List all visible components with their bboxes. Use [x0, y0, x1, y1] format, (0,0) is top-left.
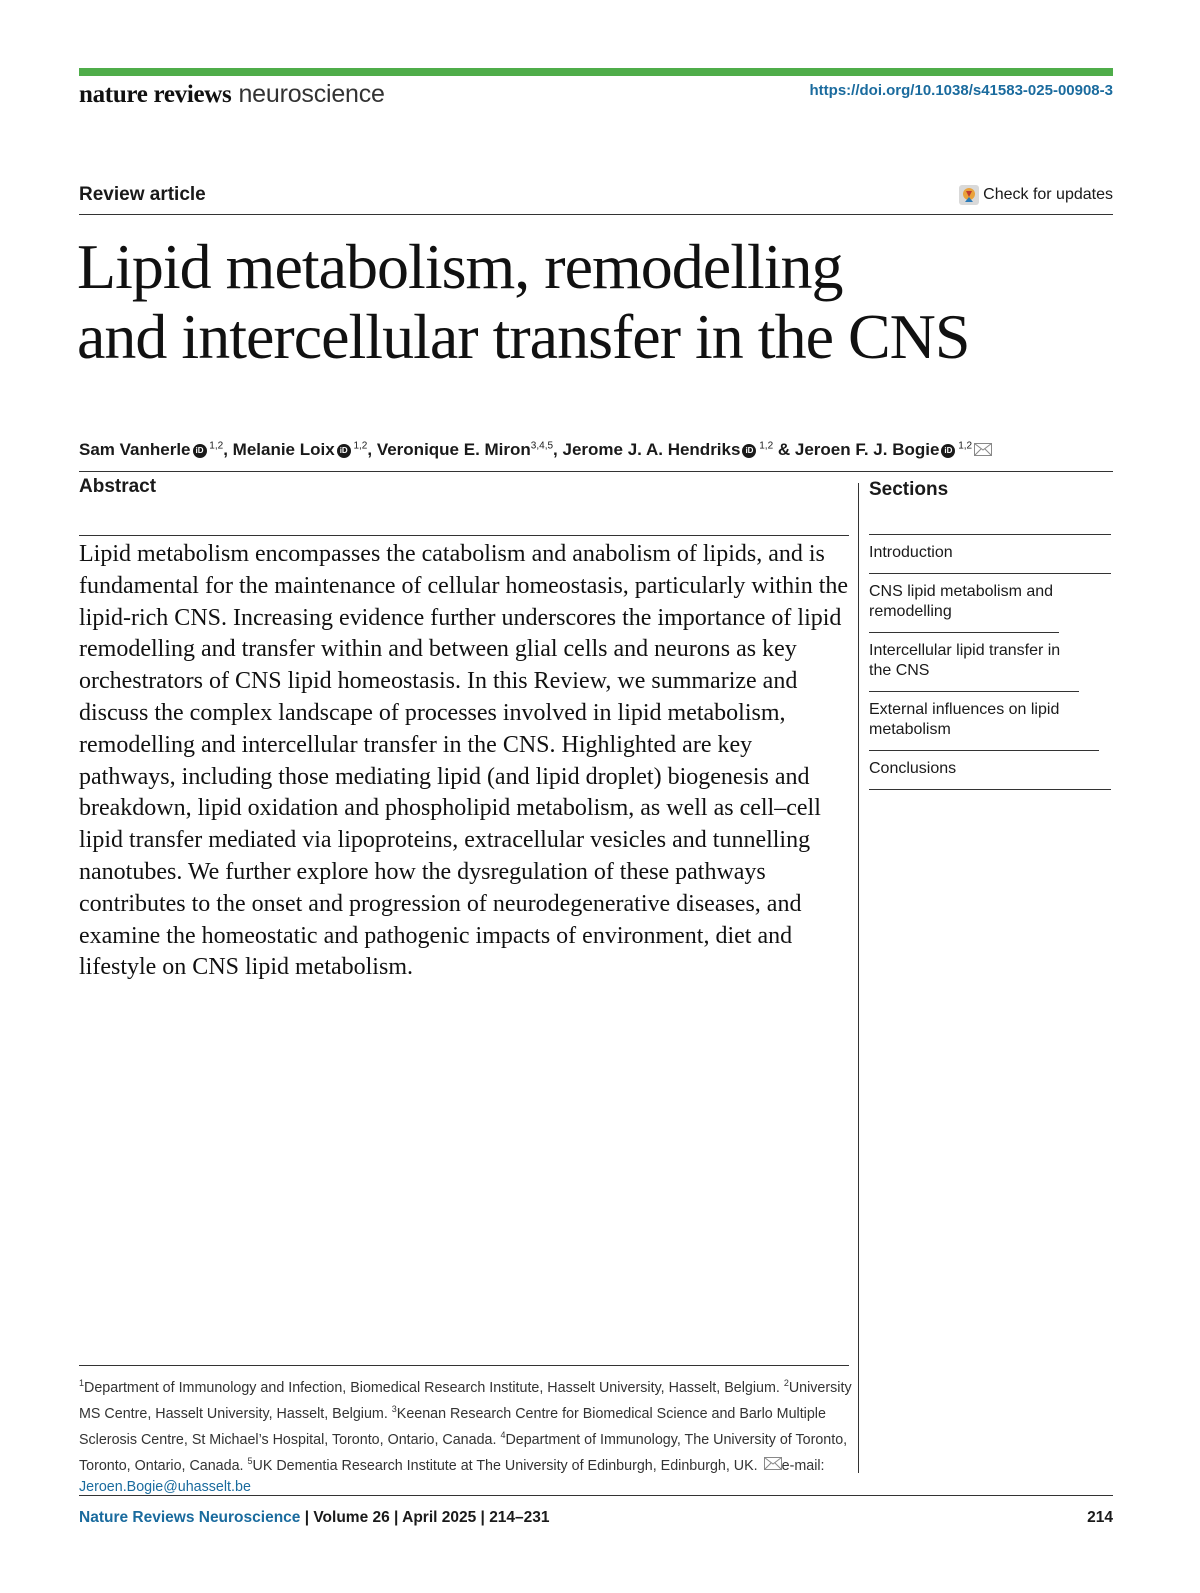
author-list: Sam Vanherle iD $^{1,2}$, Melanie Loix iD $^{1,2}$, Veronique E. Miron$^{3,4,5}$, Jerome J. A. Hendriks iD $^{1,2}$ & Jeroen F. J. Bogie iD $^{1,2}$ — [79, 440, 1119, 461]
logo-light: neuroscience — [238, 80, 385, 108]
sections-nav — [869, 478, 1111, 790]
title-line-2: and intercellular transfer in the CNS — [77, 301, 970, 372]
author-affiliation-ref: 3,4,5 — [530, 440, 554, 452]
affiliation-number: 2 — [783, 1378, 789, 1388]
orcid-icon[interactable]: iD — [337, 444, 351, 458]
divider — [79, 1365, 849, 1366]
crossmark-icon — [959, 185, 979, 205]
divider — [79, 535, 849, 536]
journal-logo — [79, 78, 385, 111]
email-label: e-mail: — [781, 1457, 825, 1474]
author-name[interactable]: Sam Vanherle — [79, 440, 191, 459]
email-link[interactable]: Jeroen.Bogie@uhasselt.be — [79, 1479, 251, 1496]
section-link-conclusions[interactable]: Conclusions — [869, 751, 1111, 790]
footer-journal-name: Nature Reviews Neuroscience — [79, 1509, 301, 1526]
affiliation-number: 3 — [391, 1404, 397, 1415]
author-name[interactable]: Jerome J. A. Hendriks — [562, 440, 741, 459]
column-divider — [858, 483, 859, 1473]
orcid-icon[interactable]: iD — [941, 444, 955, 458]
mail-icon[interactable] — [974, 441, 992, 461]
divider — [79, 471, 1113, 472]
affiliation-number: 5 — [247, 1456, 253, 1467]
affiliation-text: University MS Centre, Hasselt University, Hasselt, Belgium. — [79, 1379, 852, 1422]
affiliation-text: UK Dementia Research Institute at The University of Edinburgh, Edinburgh, UK. — [252, 1457, 762, 1474]
author-affiliation-ref: 1,2 — [955, 440, 973, 452]
mail-icon — [764, 1456, 782, 1477]
section-link-intercellular-transfer[interactable]: Intercellular lipid transfer in the CNS — [869, 633, 1079, 692]
footer-date: April 2025 — [402, 1509, 477, 1526]
author-name[interactable]: Melanie Loix — [232, 440, 335, 459]
logo-bold: nature reviews — [79, 81, 232, 108]
section-link-introduction[interactable]: Introduction — [869, 535, 1111, 574]
divider — [79, 214, 1113, 215]
article-type-label: Review article — [79, 184, 206, 205]
affiliation-text: Keenan Research Centre for Biomedical Science and Barlo Multiple Sclerosis Centre, St Michael’s Hospital, Toronto, Ontario, Canada. — [79, 1405, 826, 1448]
affiliation-number: 1 — [79, 1378, 85, 1388]
doi-link[interactable]: https://doi.org/10.1038/s41583-025-00908-3 — [809, 82, 1113, 99]
affiliation-text: Department of Immunology and Infection, Biomedical Research Institute, Hasselt University, Hasselt, Belgium. — [84, 1379, 784, 1396]
divider — [79, 1495, 1113, 1496]
author-name[interactable]: Jeroen F. J. Bogie — [794, 440, 940, 459]
author-affiliation-ref: 1,2 — [756, 440, 774, 452]
author-affiliation-ref: 1,2 — [206, 440, 224, 452]
affiliations — [79, 1373, 854, 1499]
check-updates-label: Check for updates — [983, 186, 1113, 203]
orcid-icon[interactable]: iD — [193, 444, 207, 458]
orcid-icon[interactable]: iD — [742, 444, 756, 458]
affiliation-text: Department of Immunology, The University of Toronto, Toronto, Ontario, Canada. — [79, 1431, 848, 1474]
page-number: 214 — [1087, 1509, 1113, 1526]
footer-volume: Volume 26 — [313, 1509, 390, 1526]
abstract-text: Lipid metabolism encompasses the catabolism and anabolism of lipids, and is fundamental for the maintenance of cellular homeostasis, particularly within the lipid-rich CNS. Increasing evidence further underscores the importance of lipid remodelling and transfer within and between glial cells and neurons as key orchestrators of CNS lipid homeostasis. In this Review, we summarize and discuss the complex landscape of processes involved in lipid metabolism, remodelling and intercellular transfer in the CNS. Highlighted are key pathways, including those mediating lipid (and lipid droplet) biogenesis and breakdown, lipid oxidation and phospholipid metabolism, as well as cell–cell lipid transfer mediated via lipoproteins, extracellular vesicles and tunnelling nanotubes. We further explore how the dysregulation of these pathways contributes to the onset and progression of neurodegenerative diseases, and examine the homeostatic and pathogenic impacts of environment, diet and lifestyle on CNS lipid metabolism. — [79, 541, 849, 981]
header-accent-bar — [79, 68, 1113, 76]
footer-pages: 214–231 — [489, 1509, 550, 1526]
affiliation-number: 4 — [500, 1430, 506, 1441]
page-footer: Nature Reviews Neuroscience | Volume 26 | April 2025 | 214–231 — [79, 1509, 550, 1526]
section-link-cns-lipid-metabolism[interactable]: CNS lipid metabolism and remodelling — [869, 574, 1059, 633]
section-link-external-influences[interactable]: External influences on lipid metabolism — [869, 692, 1099, 751]
abstract-heading: Abstract — [79, 476, 157, 497]
sections-heading: Sections — [869, 478, 1111, 535]
author-name[interactable]: Veronique E. Miron — [376, 440, 531, 459]
author-affiliation-ref: 1,2 — [350, 440, 368, 452]
check-for-updates-button[interactable] — [959, 185, 1113, 205]
title-line-1: Lipid metabolism, remodelling — [77, 231, 843, 302]
article-title — [77, 232, 1117, 372]
